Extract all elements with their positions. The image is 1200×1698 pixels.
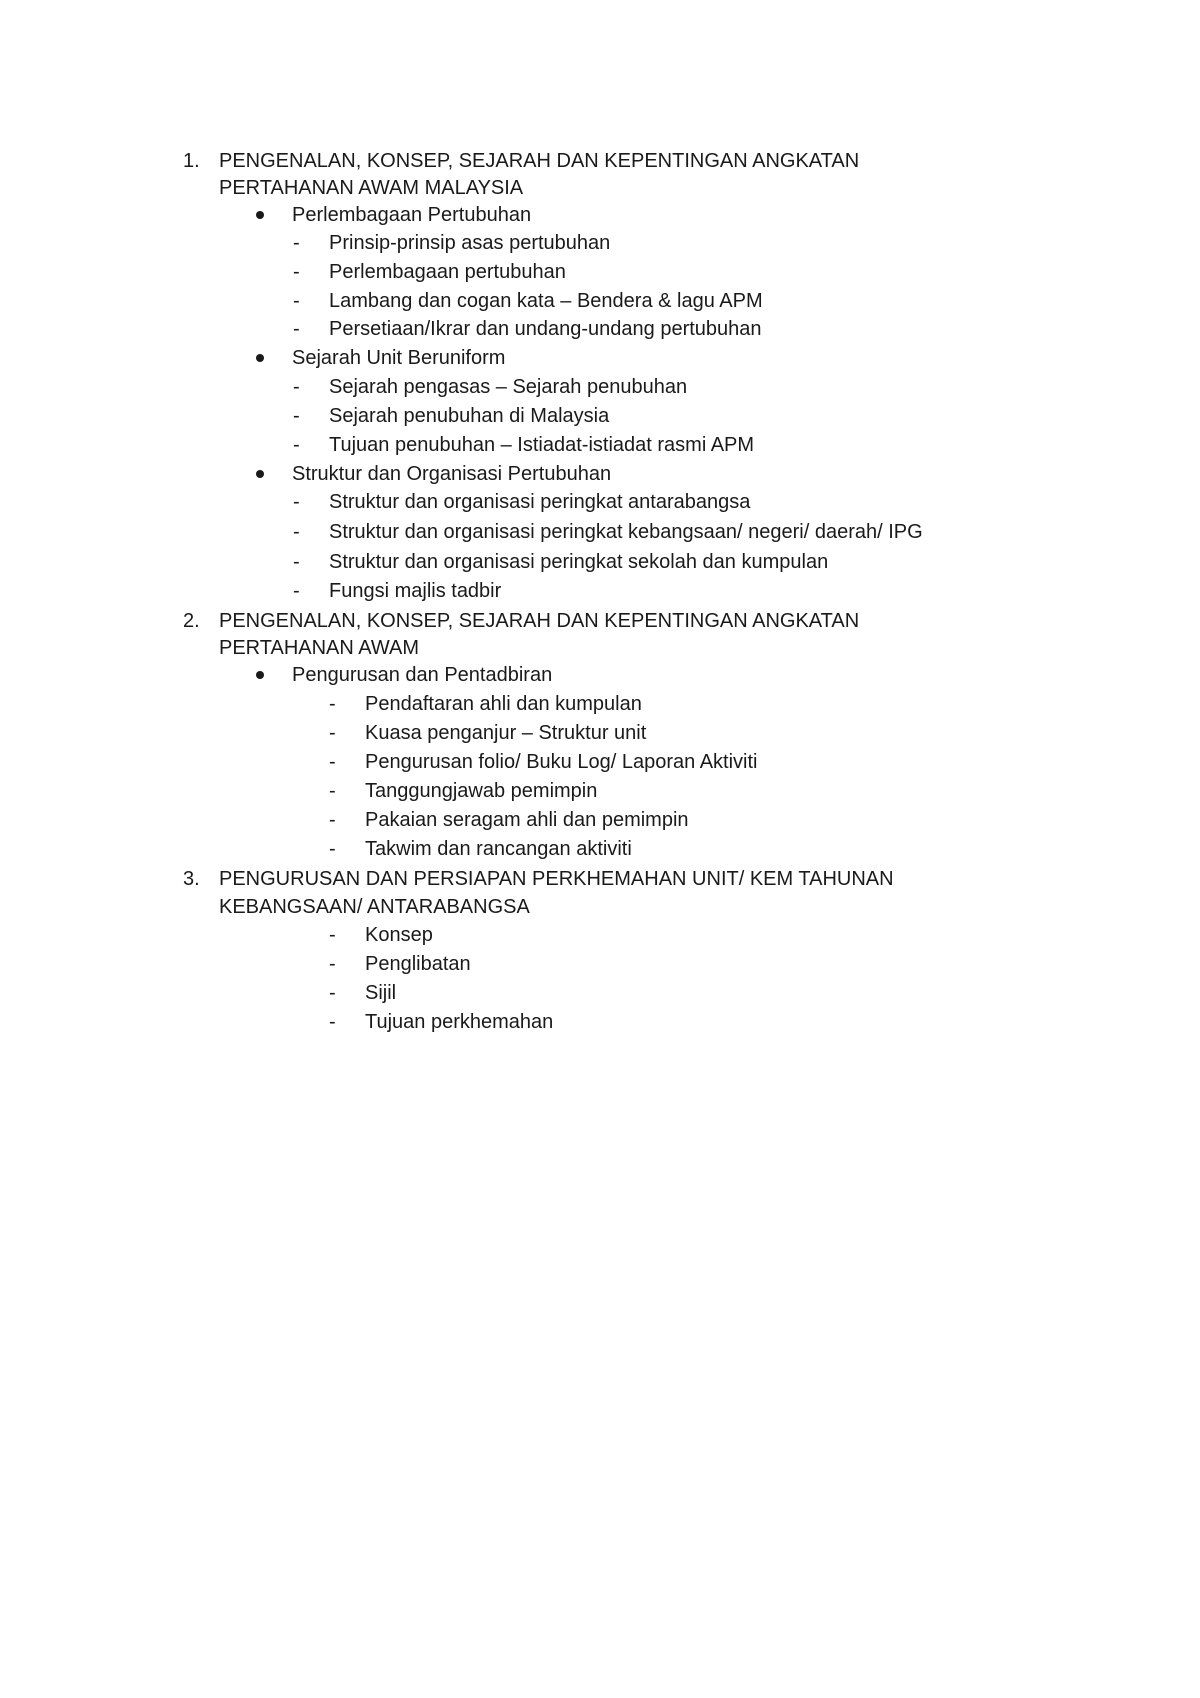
dash-marker: -	[329, 693, 336, 715]
dash-marker: -	[329, 982, 336, 1004]
list-item: Tujuan perkhemahan	[365, 1011, 554, 1033]
dash-marker: -	[329, 780, 336, 802]
dash-marker: -	[329, 722, 336, 744]
section-number: 3.	[183, 868, 200, 890]
list-item: Struktur dan organisasi peringkat sekolah dan kumpulan	[329, 551, 829, 573]
list-item: Persetiaan/Ikrar dan undang-undang pertubuhan	[329, 318, 762, 340]
list-item: Pengurusan folio/ Buku Log/ Laporan Aktiviti	[365, 751, 758, 773]
dash-marker: -	[293, 232, 300, 254]
section-title-line: KEBANGSAAN/ ANTARABANGSA	[219, 896, 530, 918]
list-item: Penglibatan	[365, 953, 471, 975]
list-item: Pakaian seragam ahli dan pemimpin	[365, 809, 689, 831]
list-item: Perlembagaan pertubuhan	[329, 261, 566, 283]
dash-marker: -	[293, 290, 300, 312]
list-item: Struktur dan organisasi peringkat antarabangsa	[329, 491, 751, 513]
dash-marker: -	[293, 376, 300, 398]
dash-marker: -	[293, 261, 300, 283]
bullet-icon	[256, 671, 264, 679]
list-item: Tujuan penubuhan – Istiadat-istiadat rasmi APM	[329, 434, 755, 456]
section-title-line: PENGENALAN, KONSEP, SEJARAH DAN KEPENTINGAN ANGKATAN	[219, 150, 860, 172]
bullet-icon	[256, 354, 264, 362]
list-item: Prinsip-prinsip asas pertubuhan	[329, 232, 611, 254]
list-item: Tanggungjawab pemimpin	[365, 780, 598, 802]
bullet-icon	[256, 470, 264, 478]
dash-marker: -	[329, 1011, 336, 1033]
list-item: Kuasa penganjur – Struktur unit	[365, 722, 647, 744]
dash-marker: -	[329, 838, 336, 860]
dash-marker: -	[293, 405, 300, 427]
section-title-line: PENGENALAN, KONSEP, SEJARAH DAN KEPENTINGAN ANGKATAN	[219, 610, 860, 632]
section-title-line: PENGURUSAN DAN PERSIAPAN PERKHEMAHAN UNIT/ KEM TAHUNAN	[219, 868, 894, 890]
list-item: Fungsi majlis tadbir	[329, 580, 502, 602]
section-title-line: PERTAHANAN AWAM MALAYSIA	[219, 177, 524, 199]
list-item: Takwim dan rancangan aktiviti	[365, 838, 632, 860]
list-item: Sejarah pengasas – Sejarah penubuhan	[329, 376, 688, 398]
list-item: Sijil	[365, 982, 397, 1004]
group-label: Sejarah Unit Beruniform	[292, 347, 506, 369]
list-item: Pendaftaran ahli dan kumpulan	[365, 693, 642, 715]
group-label: Perlembagaan Pertubuhan	[292, 204, 532, 226]
list-item: Sejarah penubuhan di Malaysia	[329, 405, 610, 427]
bullet-icon	[256, 211, 264, 219]
dash-marker: -	[329, 809, 336, 831]
dash-marker: -	[293, 551, 300, 573]
dash-marker: -	[329, 924, 336, 946]
dash-marker: -	[329, 953, 336, 975]
list-item: Lambang dan cogan kata – Bendera & lagu APM	[329, 290, 763, 312]
section-number: 2.	[183, 610, 200, 632]
group-label: Pengurusan dan Pentadbiran	[292, 664, 553, 686]
section-title-line: PERTAHANAN AWAM	[219, 637, 420, 659]
group-label: Struktur dan Organisasi Pertubuhan	[292, 463, 612, 485]
dash-marker: -	[293, 491, 300, 513]
dash-marker: -	[293, 521, 300, 543]
dash-marker: -	[293, 434, 300, 456]
list-item: Konsep	[365, 924, 433, 946]
section-number: 1.	[183, 150, 200, 172]
dash-marker: -	[329, 751, 336, 773]
list-item: Struktur dan organisasi peringkat kebangsaan/ negeri/ daerah/ IPG	[329, 521, 923, 543]
dash-marker: -	[293, 580, 300, 602]
dash-marker: -	[293, 318, 300, 340]
